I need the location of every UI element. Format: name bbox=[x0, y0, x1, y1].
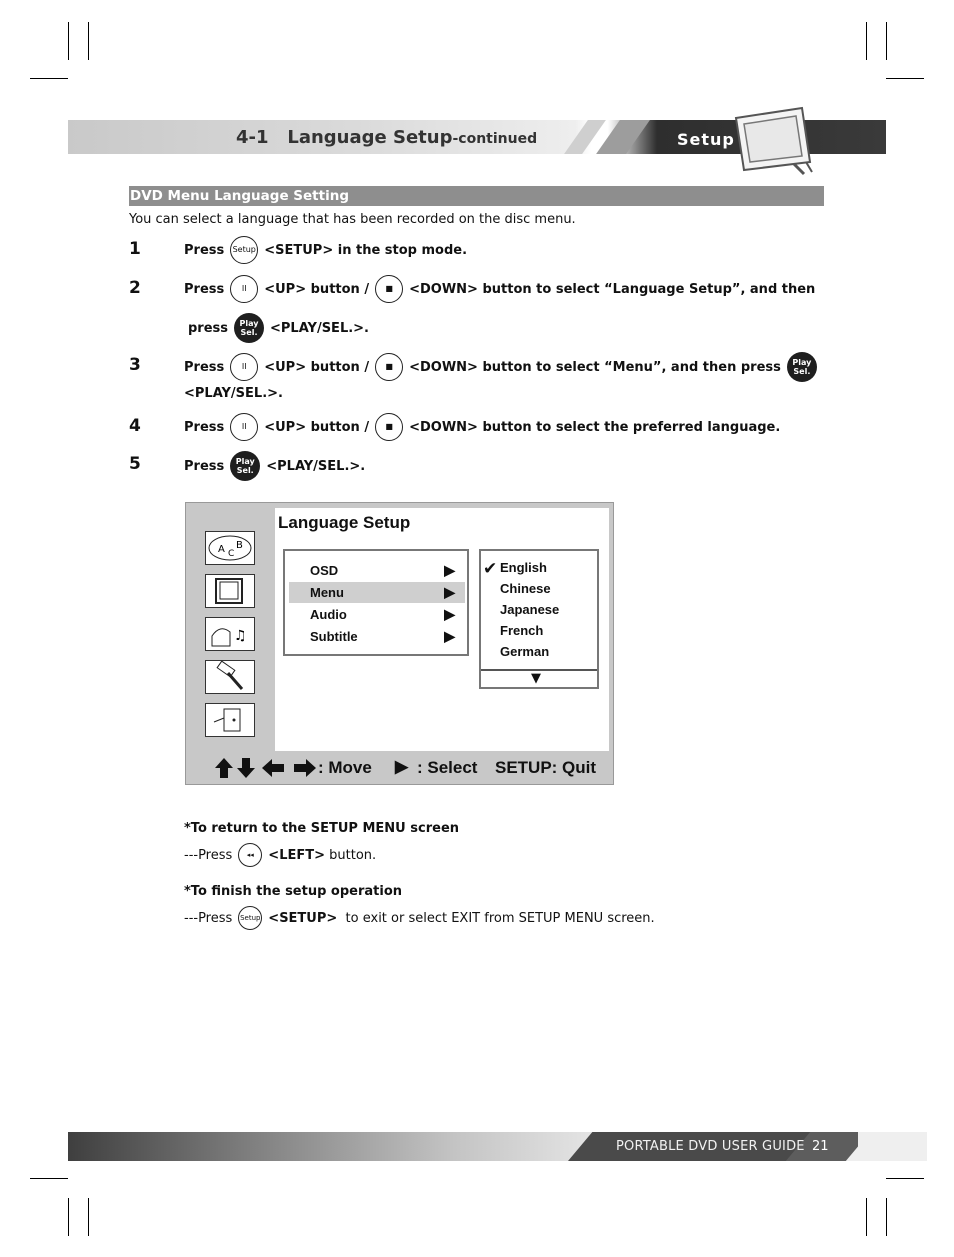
title-suffix: -continued bbox=[452, 131, 538, 147]
step-up-text: <UP> button / bbox=[264, 281, 370, 297]
osd-menu-list bbox=[283, 549, 469, 656]
note-key: <SETUP> bbox=[268, 910, 338, 926]
direction-arrows-icon bbox=[214, 756, 318, 780]
step-text: <PLAY/SEL.>. bbox=[184, 386, 283, 401]
step-number: 3 bbox=[129, 355, 141, 375]
osd-menu-item-menu[interactable]: Menu ▶ bbox=[289, 582, 465, 603]
step-2-continued bbox=[188, 313, 369, 343]
step-5 bbox=[184, 451, 365, 481]
language-option[interactable]: Japanese bbox=[500, 602, 560, 617]
step-press-label: Press bbox=[184, 419, 225, 435]
note-finish-title: *To finish the setup operation bbox=[184, 884, 403, 899]
intro-text: You can select a language that has been recorded on the disc menu. bbox=[129, 212, 576, 227]
setup-button-icon: Setup bbox=[230, 236, 258, 264]
step-press-label: press bbox=[188, 320, 229, 336]
step-text: <SETUP> in the stop mode. bbox=[264, 242, 468, 258]
svg-text:♫: ♫ bbox=[234, 628, 247, 644]
play-sel-button-icon: Play Sel. bbox=[234, 313, 264, 343]
page-number: 21 bbox=[812, 1139, 829, 1154]
step-number: 4 bbox=[129, 416, 141, 436]
section-heading-bar bbox=[129, 186, 824, 206]
crop-mark bbox=[88, 1198, 89, 1236]
play-sel-button-icon: Play Sel. bbox=[230, 451, 260, 481]
footer-move-label: : Move bbox=[318, 758, 372, 777]
crop-mark bbox=[68, 1198, 69, 1236]
step-press-label: Press bbox=[184, 359, 225, 375]
crop-mark bbox=[30, 1178, 68, 1179]
osd-menu-item-osd[interactable]: OSD ▶ bbox=[310, 562, 455, 578]
section-title: Language Setup bbox=[287, 127, 453, 148]
osd-menu-item-audio[interactable]: Audio ▶ bbox=[310, 606, 455, 622]
crop-mark bbox=[88, 22, 89, 60]
section-number: 4-1 bbox=[236, 127, 269, 148]
crop-mark bbox=[886, 22, 887, 60]
step-up-text: <UP> button / bbox=[264, 419, 370, 435]
language-option[interactable]: French bbox=[500, 623, 544, 638]
section-heading: DVD Menu Language Setting bbox=[130, 188, 349, 204]
play-sel-button-icon: Play Sel. bbox=[787, 352, 817, 382]
down-button-icon: ■ bbox=[375, 275, 403, 303]
up-button-icon: II bbox=[230, 275, 258, 303]
svg-text:B: B bbox=[236, 540, 243, 551]
step-text: <DOWN> button to select the preferred language. bbox=[409, 419, 781, 435]
crop-mark bbox=[866, 22, 867, 60]
note-return-line bbox=[184, 843, 376, 867]
step-press-label: Press bbox=[184, 242, 225, 258]
step-number: 5 bbox=[129, 454, 141, 474]
arrow-right-icon: ▶ bbox=[444, 628, 455, 644]
hammer-tool-icon bbox=[205, 660, 255, 694]
step-text: <PLAY/SEL.>. bbox=[266, 458, 366, 474]
language-option[interactable]: German bbox=[500, 644, 550, 659]
note-suffix: to exit or select EXIT from SETUP MENU screen. bbox=[345, 910, 655, 926]
osd-language-setup-screen bbox=[185, 502, 614, 785]
osd-footer-bar bbox=[186, 753, 613, 783]
footer-select-label: : Select bbox=[417, 758, 478, 777]
arrow-right-icon: ▶ bbox=[444, 584, 455, 600]
svg-text:A: A bbox=[218, 544, 225, 555]
setup-tab-label: Setup bbox=[677, 130, 735, 149]
tv-screen-icon bbox=[205, 574, 255, 608]
step-text: <DOWN> button to select “Language Setup”, and then bbox=[409, 281, 816, 297]
note-prefix: ---Press bbox=[184, 847, 233, 863]
step-4 bbox=[184, 413, 780, 441]
crop-mark bbox=[886, 1178, 924, 1179]
note-return-title: *To return to the SETUP MENU screen bbox=[184, 821, 460, 836]
footer-quit-label: SETUP: Quit bbox=[495, 758, 597, 777]
scroll-down-icon[interactable]: ▼ bbox=[531, 671, 541, 686]
osd-language-list bbox=[479, 549, 599, 689]
up-button-icon: II bbox=[230, 413, 258, 441]
crop-mark bbox=[68, 22, 69, 60]
footer-guide-title: PORTABLE DVD USER GUIDE bbox=[616, 1139, 805, 1154]
step-2 bbox=[184, 275, 815, 303]
step-1 bbox=[184, 236, 467, 264]
portable-dvd-icon bbox=[724, 104, 814, 176]
step-3 bbox=[184, 352, 823, 382]
setup-button-icon: Setup bbox=[238, 906, 262, 930]
language-option[interactable]: Chinese bbox=[500, 581, 551, 596]
note-prefix: ---Press bbox=[184, 910, 233, 926]
down-button-icon: ■ bbox=[375, 353, 403, 381]
exit-door-icon bbox=[205, 703, 255, 737]
arrow-right-icon: ▶ bbox=[444, 606, 455, 622]
up-button-icon: II bbox=[230, 353, 258, 381]
osd-menu-item-subtitle[interactable]: Subtitle ▶ bbox=[310, 628, 455, 644]
step-press-label: Press bbox=[184, 458, 225, 474]
page-title bbox=[236, 127, 537, 148]
note-finish-line bbox=[184, 906, 655, 930]
down-button-icon: ■ bbox=[375, 413, 403, 441]
step-text: <DOWN> button to select “Menu”, and then press bbox=[409, 359, 781, 375]
play-triangle-icon: ▶ bbox=[395, 757, 409, 776]
step-text: <PLAY/SEL.>. bbox=[270, 320, 369, 336]
step-press-label: Press bbox=[184, 281, 225, 297]
language-option[interactable]: English bbox=[500, 560, 547, 575]
step-number: 1 bbox=[129, 239, 141, 259]
checkmark-icon: ✔ bbox=[483, 559, 498, 579]
left-button-icon: ◂◂ bbox=[238, 843, 262, 867]
step-up-text: <UP> button / bbox=[264, 359, 370, 375]
note-suffix: button. bbox=[329, 847, 377, 863]
note-key: <LEFT> bbox=[268, 847, 325, 863]
svg-text:C: C bbox=[228, 549, 235, 559]
audio-music-icon bbox=[205, 617, 255, 651]
step-3-continued bbox=[184, 386, 283, 401]
language-abc-icon bbox=[205, 531, 255, 565]
crop-mark bbox=[886, 78, 924, 79]
crop-mark bbox=[30, 78, 68, 79]
arrow-right-icon: ▶ bbox=[444, 562, 455, 578]
step-number: 2 bbox=[129, 278, 141, 298]
osd-title: Language Setup bbox=[278, 513, 411, 532]
crop-mark bbox=[886, 1198, 887, 1236]
crop-mark bbox=[866, 1198, 867, 1236]
